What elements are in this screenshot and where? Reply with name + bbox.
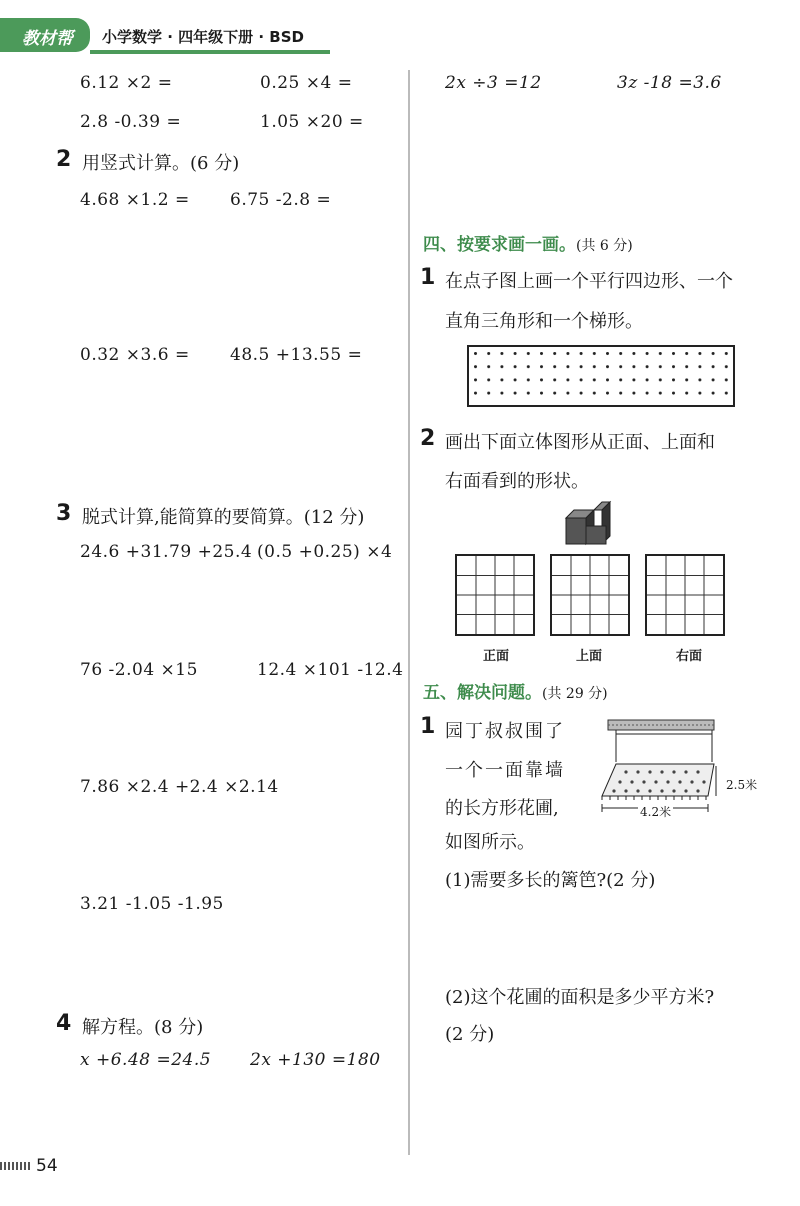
expression: 6.12 ×2 = bbox=[80, 73, 173, 93]
equation: x +6.48 =24.5 bbox=[80, 1050, 212, 1070]
column-divider bbox=[408, 70, 410, 1155]
brand-label: 教材帮 bbox=[22, 29, 73, 49]
answer-grid-top bbox=[550, 554, 630, 636]
sub-question: (2 分) bbox=[445, 1024, 495, 1045]
expression: 1.05 ×20 = bbox=[260, 112, 364, 132]
expression: 4.68 ×1.2 = bbox=[80, 190, 190, 210]
dimension-width: 2.5米 bbox=[726, 778, 758, 792]
brand-tab bbox=[0, 18, 90, 52]
header-rule bbox=[90, 50, 330, 54]
question-text: 园丁叔叔围了 bbox=[445, 721, 565, 742]
question-text: 右面看到的形状。 bbox=[445, 471, 589, 492]
section-heading: 五、解决问题。(共 29 分) bbox=[423, 683, 608, 703]
expression: 12.4 ×101 -12.4 bbox=[257, 660, 404, 680]
grid-label: 正面 bbox=[483, 649, 510, 664]
cube-solid-figure bbox=[562, 500, 612, 546]
expression: 76 -2.04 ×15 bbox=[80, 660, 198, 680]
equation: 2x ÷3 =12 bbox=[445, 73, 542, 93]
book-title: 小学数学 · 四年级下册 · BSD bbox=[102, 28, 304, 46]
expression: 6.75 -2.8 = bbox=[230, 190, 332, 210]
question-number: 1 bbox=[420, 265, 436, 290]
question-number: 3 bbox=[56, 501, 72, 526]
section-heading: 四、按要求画一画。(共 6 分) bbox=[423, 235, 633, 255]
dimension-length: 4.2米 bbox=[640, 805, 672, 819]
question-text: 如图所示。 bbox=[445, 832, 535, 853]
question-number: 2 bbox=[56, 147, 72, 172]
question-text: 在点子图上画一个平行四边形、一个 bbox=[445, 271, 733, 292]
question-text: 的长方形花圃, bbox=[445, 798, 559, 819]
answer-grid-front bbox=[455, 554, 535, 636]
grid-label: 右面 bbox=[676, 649, 703, 664]
dot-grid bbox=[467, 345, 735, 407]
expression: (0.5 +0.25) ×4 bbox=[257, 542, 393, 562]
grid-label: 上面 bbox=[576, 649, 603, 664]
expression: 7.86 ×2.4 +2.4 ×2.14 bbox=[80, 777, 279, 797]
footer-barcode-mark bbox=[0, 1162, 30, 1170]
question-text: 一个一面靠墙 bbox=[445, 760, 565, 781]
question-text: 用竖式计算。(6 分) bbox=[82, 153, 240, 174]
page-number: 54 bbox=[36, 1156, 58, 1176]
expression: 48.5 +13.55 = bbox=[230, 345, 363, 365]
sub-question: (1)需要多长的篱笆?(2 分) bbox=[445, 870, 656, 891]
expression: 0.25 ×4 = bbox=[260, 73, 353, 93]
equation: 3z -18 =3.6 bbox=[617, 73, 722, 93]
expression: 0.32 ×3.6 = bbox=[80, 345, 190, 365]
question-text: 解方程。(8 分) bbox=[82, 1017, 204, 1038]
expression: 3.21 -1.05 -1.95 bbox=[80, 894, 224, 914]
expression: 24.6 +31.79 +25.4 bbox=[80, 542, 253, 562]
question-text: 画出下面立体图形从正面、上面和 bbox=[445, 432, 715, 453]
equation: 2x +130 =180 bbox=[250, 1050, 381, 1070]
question-number: 2 bbox=[420, 426, 436, 451]
expression: 2.8 -0.39 = bbox=[80, 112, 182, 132]
question-text: 脱式计算,能简算的要简算。(12 分) bbox=[82, 507, 365, 528]
question-text: 直角三角形和一个梯形。 bbox=[445, 311, 643, 332]
question-number: 4 bbox=[56, 1011, 72, 1036]
question-number: 1 bbox=[420, 714, 436, 739]
sub-question: (2)这个花圃的面积是多少平方米? bbox=[445, 987, 715, 1008]
answer-grid-right bbox=[645, 554, 725, 636]
